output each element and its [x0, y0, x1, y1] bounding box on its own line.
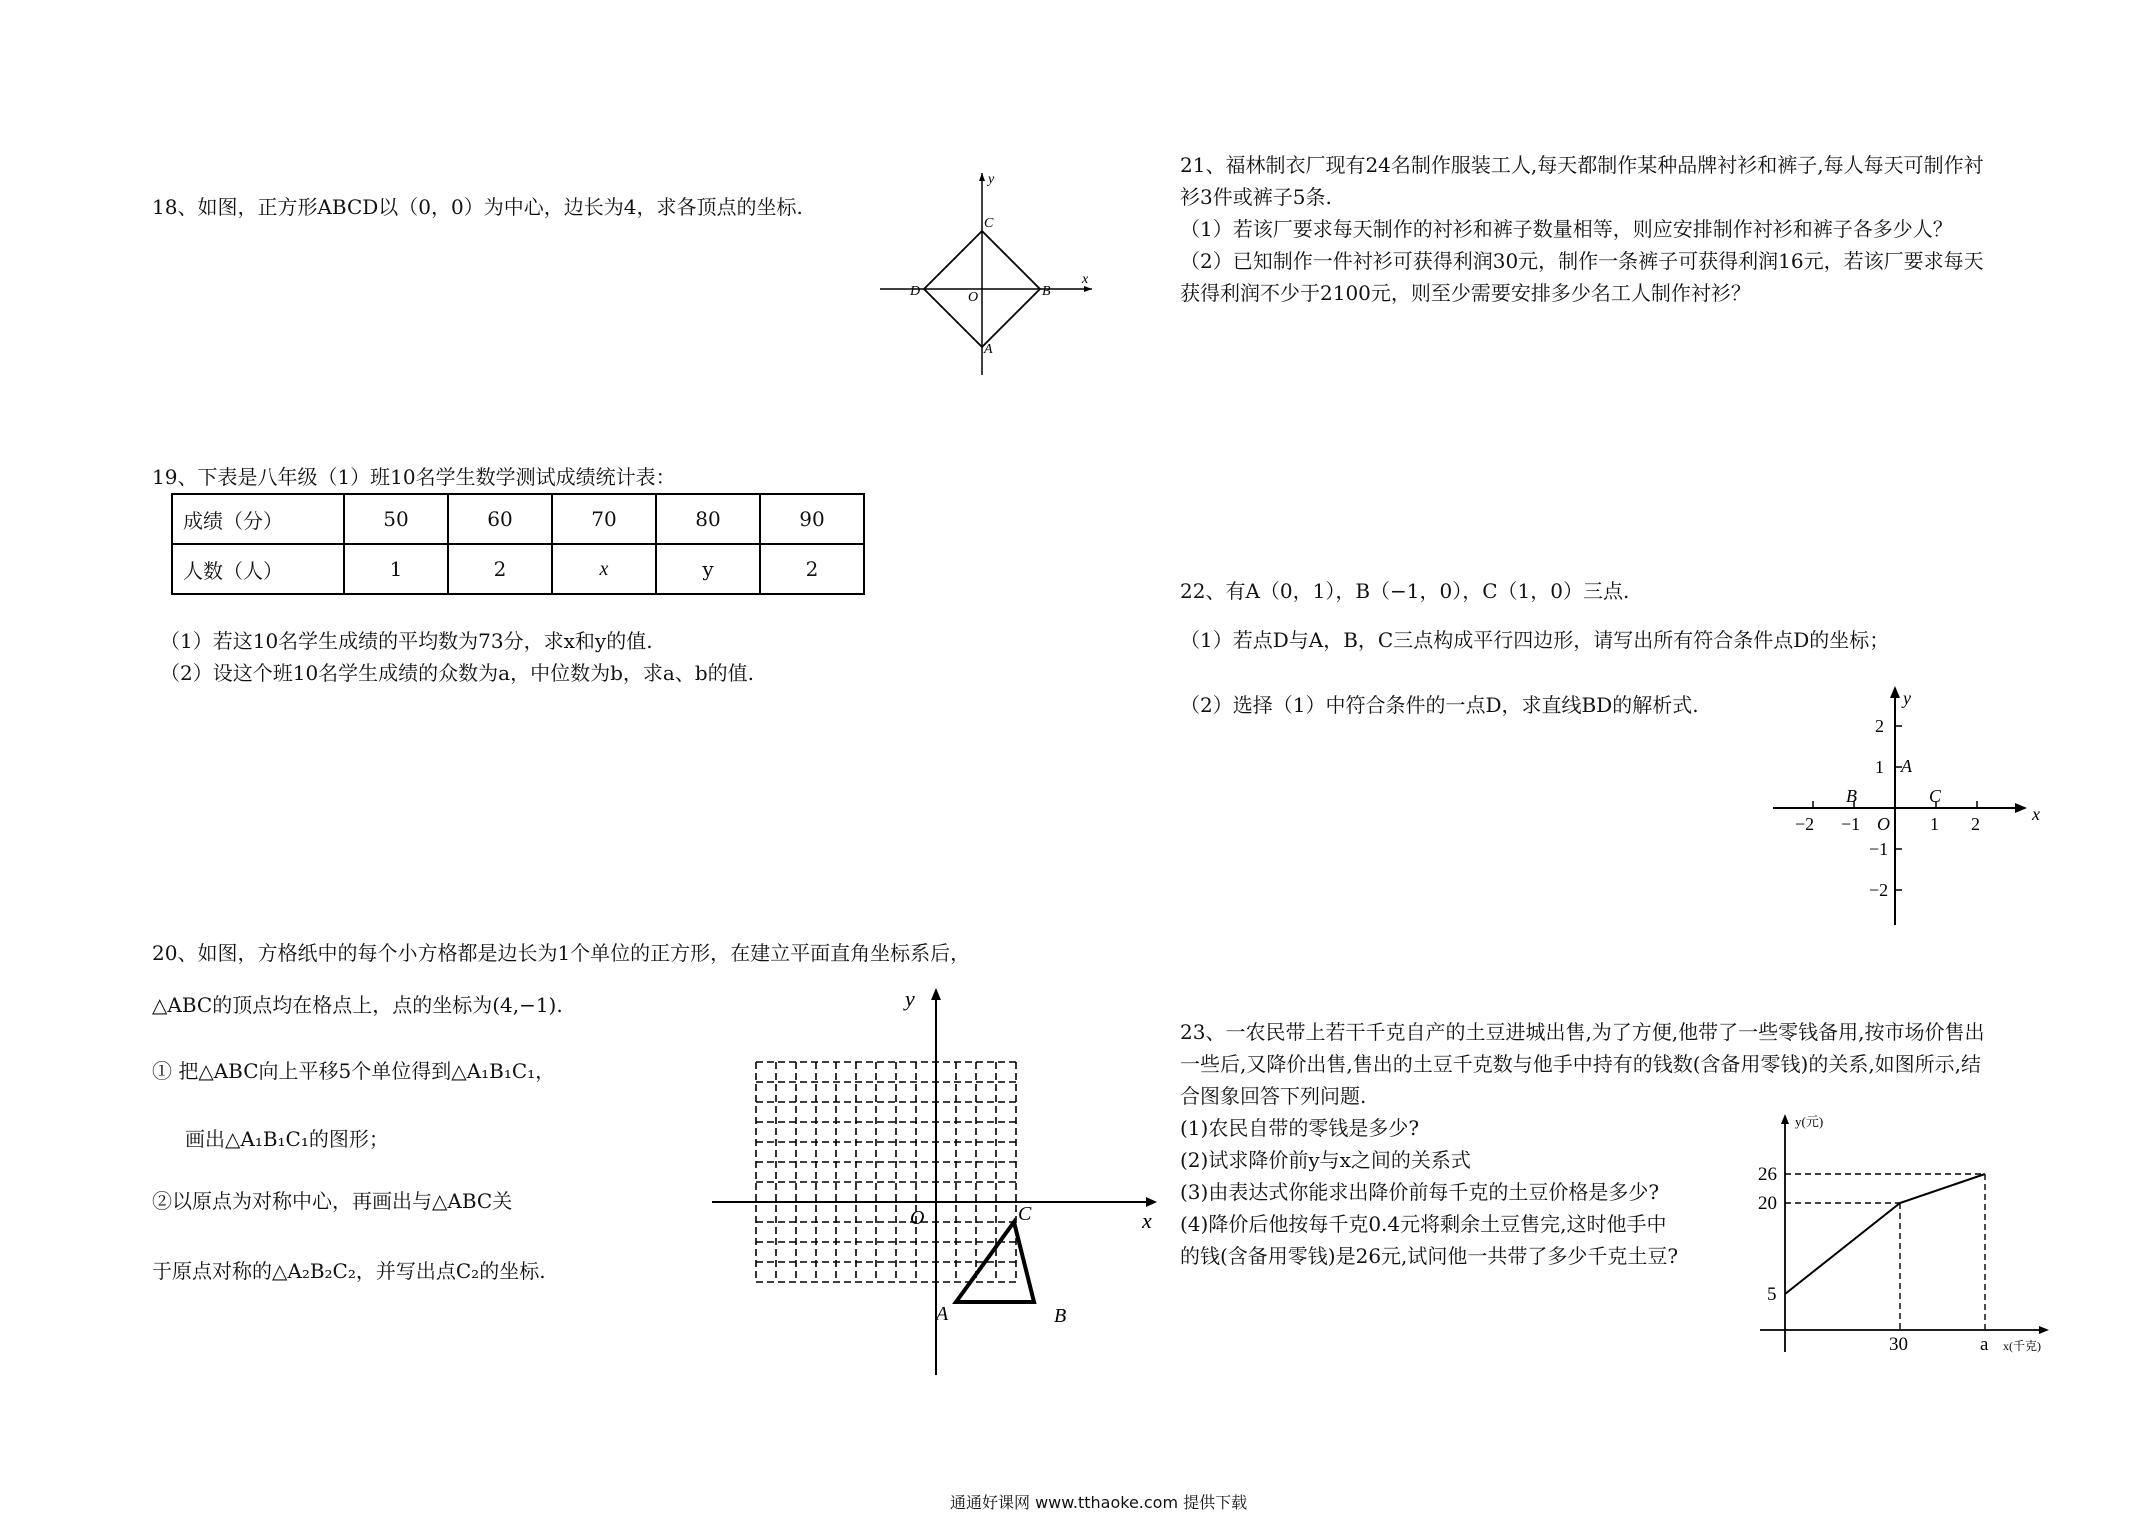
q21-line5: 获得利润不少于2100元，则至少需要安排多少名工人制作衬衫？ — [1180, 281, 1751, 305]
table-cell: 成绩（分） — [172, 494, 344, 544]
table-cell: 70 — [552, 494, 656, 544]
q21-line2: 衫3件或裤子5条. — [1180, 185, 1332, 209]
q20-line3: ① 把△ABC向上平移5个单位得到△A₁B₁C₁， — [152, 1059, 556, 1083]
q19-part2: （2）设这个班10名学生成绩的众数为a，中位数为b，求a、b的值. — [160, 661, 754, 685]
table-cell: 人数（人） — [172, 544, 344, 594]
q19-part1: （1）若这10名学生成绩的平均数为73分，求x和y的值. — [160, 629, 653, 653]
q20-line1: 20、如图，方格纸中的每个小方格都是边长为1个单位的正方形，在建立平面直角坐标系后， — [152, 941, 971, 965]
table-cell: 1 — [344, 544, 448, 594]
q22-tick-x2: 2 — [1971, 814, 1980, 834]
q22-y-label: y — [1903, 688, 1911, 708]
q20-line4: 画出△A₁B₁C₁的图形； — [185, 1127, 389, 1151]
q20-label-o: O — [910, 1207, 925, 1229]
q22-tick-y2: 2 — [1875, 716, 1884, 736]
q18-y-label: y — [988, 172, 995, 187]
table-cell: 80 — [656, 494, 760, 544]
q18-x-label: x — [1082, 272, 1089, 287]
q20-line2: △ABC的顶点均在格点上，点的坐标为(4,−1). — [152, 993, 563, 1017]
q22-line2: （1）若点D与A，B，C三点构成平行四边形，请写出所有符合条件点D的坐标； — [1180, 628, 1890, 652]
q18-label-b: B — [1042, 284, 1051, 299]
q23-q2: (2)试求降价前y与x之间的关系式 — [1180, 1148, 1471, 1172]
q22-label-o: O — [1877, 814, 1890, 834]
q20-y-label: y — [905, 986, 915, 1011]
q20-label-c: C — [1018, 1203, 1032, 1225]
q20-label-b: B — [1054, 1305, 1067, 1327]
q20-line5: ②以原点为对称中心，再画出与△ABC关 — [152, 1189, 513, 1213]
table-cell: 50 — [344, 494, 448, 544]
q22-tick-xm2: −2 — [1795, 814, 1815, 834]
q18-label-a: A — [984, 342, 993, 357]
q23-q3: (3)由表达式你能求出降价前每千克的土豆价格是多少? — [1180, 1180, 1660, 1204]
q23-line2: 一些后,又降价出售,售出的土豆千克数与他手中持有的钱数(含备用零钱)的关系,如图所示,结 — [1180, 1052, 1982, 1076]
q18-text: 18、如图，正方形ABCD以（0，0）为中心，边长为4，求各顶点的坐标. — [152, 195, 803, 219]
q20-line6: 于原点对称的△A₂B₂C₂，并写出点C₂的坐标. — [152, 1259, 546, 1283]
table-row — [172, 494, 864, 544]
q20-x-label: x — [1142, 1208, 1152, 1233]
q22-coordinate-figure — [1765, 680, 2055, 925]
table-cell: 90 — [760, 494, 864, 544]
table-row — [172, 544, 864, 594]
q23-line3: 合图象回答下列问题. — [1180, 1084, 1367, 1108]
q23-y-axis-label: y(元) — [1795, 1114, 1824, 1129]
q20-dashed-grid — [756, 1062, 1016, 1282]
q18-label-d: D — [910, 284, 921, 299]
q23-q1: (1)农民自带的零钱是多少? — [1180, 1116, 1420, 1140]
q21-line3: （1）若该厂要求每天制作的衬衫和裤子数量相等，则应安排制作衬衫和裤子各多少人？ — [1180, 217, 1953, 241]
q23-tick-20: 20 — [1758, 1193, 1777, 1214]
q22-label-b: B — [1846, 786, 1857, 806]
q22-label-a: A — [1901, 756, 1912, 776]
q23-tick-30: 30 — [1889, 1334, 1908, 1355]
q23-graph-figure — [1745, 1110, 2070, 1360]
q20-grid-figure — [700, 980, 1170, 1385]
q22-line1: 22、有A（0，1），B（−1，0），C（1，0）三点. — [1180, 579, 1630, 603]
q23-q4b: 的钱(含备用零钱)是26元,试问他一共带了多少千克土豆? — [1180, 1244, 1679, 1268]
table-cell: 2 — [448, 544, 552, 594]
q18-label-o: O — [968, 290, 979, 305]
q23-tick-5: 5 — [1767, 1284, 1777, 1305]
q19-intro: 19、下表是八年级（1）班10名学生数学测试成绩统计表： — [152, 465, 676, 489]
q22-tick-y1: 1 — [1875, 757, 1884, 777]
q22-tick-x1: 1 — [1930, 814, 1939, 834]
q23-line1: 23、一农民带上若干千克自产的土豆进城出售,为了方便,他带了一些零钱备用,按市场价售出 — [1180, 1020, 1985, 1044]
q23-x-axis-label: x(千克) — [2003, 1339, 2041, 1353]
q18-label-c: C — [984, 216, 994, 231]
table-cell: 2 — [760, 544, 864, 594]
q23-tick-a: a — [1980, 1334, 1989, 1355]
money-line — [1785, 1174, 1985, 1294]
q21-line1: 21、福林制衣厂现有24名制作服装工人,每天都制作某种品牌衬衫和裤子,每人每天可制作衬 — [1180, 153, 1984, 177]
q22-line3: （2）选择（1）中符合条件的一点D，求直线BD的解析式. — [1180, 693, 1699, 717]
q21-line4: （2）已知制作一件衬衫可获得利润30元，制作一条裤子可获得利润16元，若该厂要求每天 — [1180, 249, 1984, 273]
score-table — [171, 493, 865, 595]
table-cell: 60 — [448, 494, 552, 544]
q23-q4a: (4)降价后他按每千克0.4元将剩余土豆售完,这时他手中 — [1180, 1212, 1667, 1236]
q22-label-c: C — [1929, 786, 1942, 806]
table-cell: y — [656, 544, 760, 594]
q23-tick-26: 26 — [1758, 1164, 1777, 1185]
q20-label-a: A — [936, 1303, 949, 1325]
table-cell: x — [552, 544, 656, 594]
q22-tick-ym2: −2 — [1869, 880, 1889, 900]
q22-tick-xm1: −1 — [1841, 814, 1861, 834]
q22-tick-ym1: −1 — [1869, 839, 1889, 859]
q18-square-figure — [870, 165, 1100, 380]
footer-text: 通通好课网 www.tthaoke.com 提供下载 — [950, 1493, 1248, 1512]
q22-x-label: x — [2032, 804, 2040, 824]
